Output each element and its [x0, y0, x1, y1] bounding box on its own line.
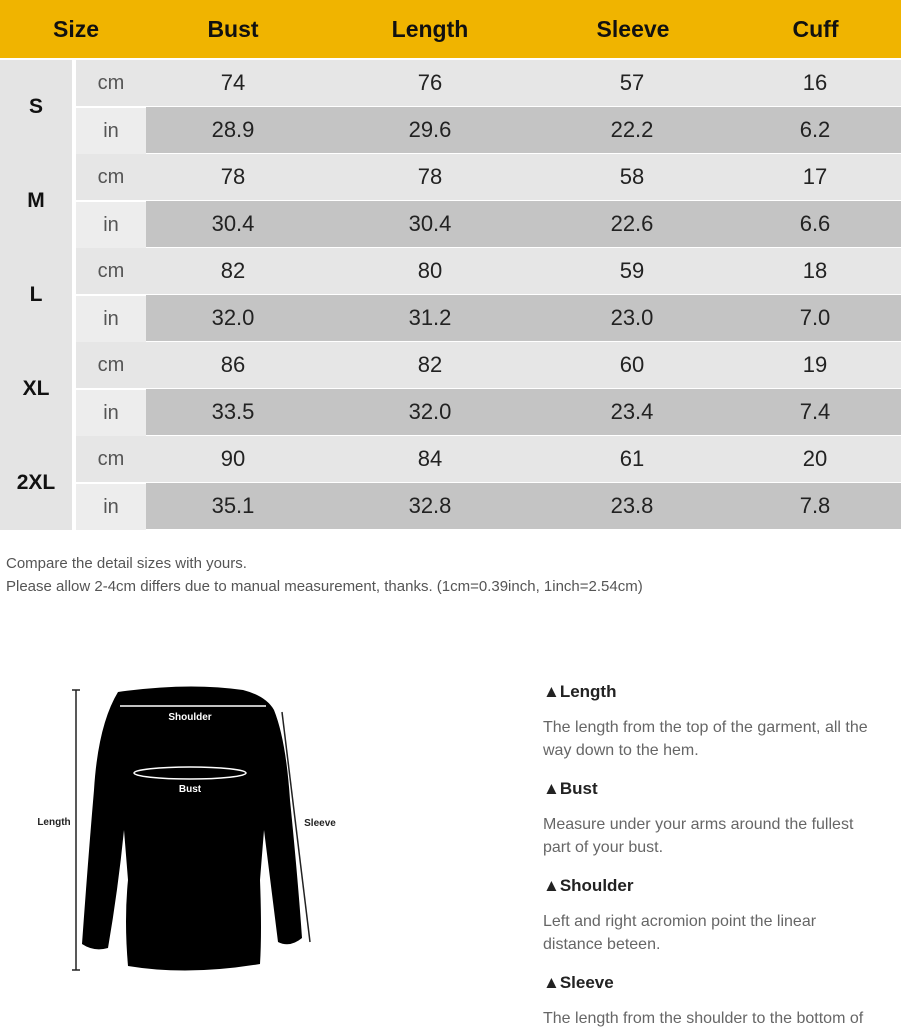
- note-compare: Compare the detail sizes with yours.: [6, 555, 247, 572]
- header-cuff: Cuff: [792, 16, 839, 42]
- size-label: XL: [0, 342, 74, 436]
- table-cell: 32.0: [408, 399, 452, 424]
- size-group-2: [0, 248, 901, 342]
- bust-label: Bust: [178, 784, 202, 795]
- definition-line: Measure under your arms around the fullest: [543, 816, 854, 833]
- table-cell: 35.1: [211, 493, 255, 518]
- definition-line: The length from the shoulder to the bottom of: [543, 1010, 864, 1027]
- definition-shoulder: [543, 876, 901, 956]
- header-bust: Bust: [207, 16, 259, 42]
- table-row: [76, 248, 901, 294]
- note-allowance: Please allow 2-4cm differs due to manual measurement, thanks. (1cm=0.39inch, 1inch=2.54cm): [6, 578, 643, 595]
- table-cell: 6.2: [799, 117, 831, 142]
- table-cell: 80: [417, 258, 443, 283]
- table-cell: 76: [417, 70, 443, 95]
- garment-diagram: [28, 680, 358, 980]
- table-cell: 17: [802, 164, 828, 189]
- size-label: 2XL: [0, 436, 74, 530]
- table-cell: 31.2: [408, 305, 452, 330]
- table-cell: 60: [619, 352, 645, 377]
- table-cell: 58: [619, 164, 645, 189]
- table-cell: 18: [802, 258, 828, 283]
- sweater-illustration: [28, 680, 358, 980]
- table-cell: 32.8: [408, 493, 452, 518]
- table-row: [76, 201, 901, 247]
- table-header: [0, 0, 901, 58]
- table-row: [76, 436, 901, 482]
- table-row: [76, 295, 901, 341]
- unit-label: in: [76, 483, 146, 530]
- definition-line: The length from the top of the garment, all the: [543, 719, 868, 736]
- unit-label: cm: [76, 154, 146, 200]
- unit-label: in: [76, 201, 146, 248]
- table-cell: 84: [417, 446, 443, 471]
- table-cell: 57: [619, 70, 645, 95]
- table-cell: 7.0: [799, 305, 831, 330]
- shoulder-label: Shoulder: [168, 712, 212, 723]
- size-group-3: [0, 342, 901, 436]
- table-row: [76, 342, 901, 388]
- definition-title: ▲Sleeve: [543, 973, 614, 992]
- table-cell: 90: [220, 446, 246, 471]
- size-label: M: [0, 154, 74, 248]
- size-label: S: [0, 60, 74, 154]
- definition-text: [543, 716, 901, 762]
- table-cell: 82: [417, 352, 443, 377]
- table-cell: 78: [417, 164, 443, 189]
- header-sleeve: Sleeve: [596, 16, 670, 42]
- table-cell: 59: [619, 258, 645, 283]
- table-cell: 23.4: [610, 399, 654, 424]
- table-cell: 22.2: [610, 117, 654, 142]
- header-length: Length: [391, 16, 469, 42]
- table-cell: 78: [220, 164, 246, 189]
- length-label: Length: [37, 817, 71, 828]
- size-label: L: [0, 248, 74, 342]
- definition-title: ▲Length: [543, 682, 617, 701]
- unit-label: cm: [76, 60, 146, 106]
- table-cell: 29.6: [408, 117, 452, 142]
- size-group-4: [0, 436, 901, 530]
- sleeve-label: Sleeve: [304, 818, 336, 829]
- sweater-shape: [82, 686, 302, 970]
- definition-text: [543, 813, 901, 859]
- table-cell: 23.8: [610, 493, 654, 518]
- definition-line: distance beteen.: [543, 936, 661, 953]
- header-size: Size: [52, 16, 100, 42]
- table-cell: 7.4: [799, 399, 831, 424]
- definition-line: way down to the hem.: [543, 742, 699, 759]
- table-cell: 86: [220, 352, 246, 377]
- table-row: [76, 107, 901, 153]
- table-cell: 22.6: [610, 211, 654, 236]
- table-cell: 23.0: [610, 305, 654, 330]
- unit-label: in: [76, 389, 146, 436]
- definition-line: Left and right acromion point the linear: [543, 913, 817, 930]
- definition-title: ▲Shoulder: [543, 876, 634, 895]
- unit-label: in: [76, 107, 146, 154]
- table-row: [76, 483, 901, 529]
- table-cell: 7.8: [799, 493, 831, 518]
- table-cell: 61: [619, 446, 645, 471]
- table-cell: 16: [802, 70, 828, 95]
- unit-label: cm: [76, 342, 146, 388]
- table-row: [76, 389, 901, 435]
- unit-label: in: [76, 295, 146, 342]
- table-cell: 28.9: [211, 117, 255, 142]
- definition-title: ▲Bust: [543, 779, 598, 798]
- unit-label: cm: [76, 248, 146, 294]
- definition-text: [543, 1007, 901, 1030]
- table-row: [76, 60, 901, 106]
- table-cell: 19: [802, 352, 828, 377]
- size-group-1: [0, 154, 901, 248]
- definition-line: part of your bust.: [543, 839, 664, 856]
- table-cell: 32.0: [211, 305, 255, 330]
- definition-text: [543, 910, 901, 956]
- table-cell: 33.5: [211, 399, 255, 424]
- table-cell: 82: [220, 258, 246, 283]
- unit-label: cm: [76, 436, 146, 482]
- table-cell: 20: [802, 446, 828, 471]
- table-row: [76, 154, 901, 200]
- size-group-0: [0, 60, 901, 154]
- definition-bust: [543, 779, 901, 859]
- definition-sleeve: [543, 973, 901, 1030]
- table-cell: 30.4: [211, 211, 255, 236]
- table-cell: 74: [220, 70, 246, 95]
- definition-length: [543, 682, 901, 762]
- table-cell: 6.6: [799, 211, 831, 236]
- table-cell: 30.4: [408, 211, 452, 236]
